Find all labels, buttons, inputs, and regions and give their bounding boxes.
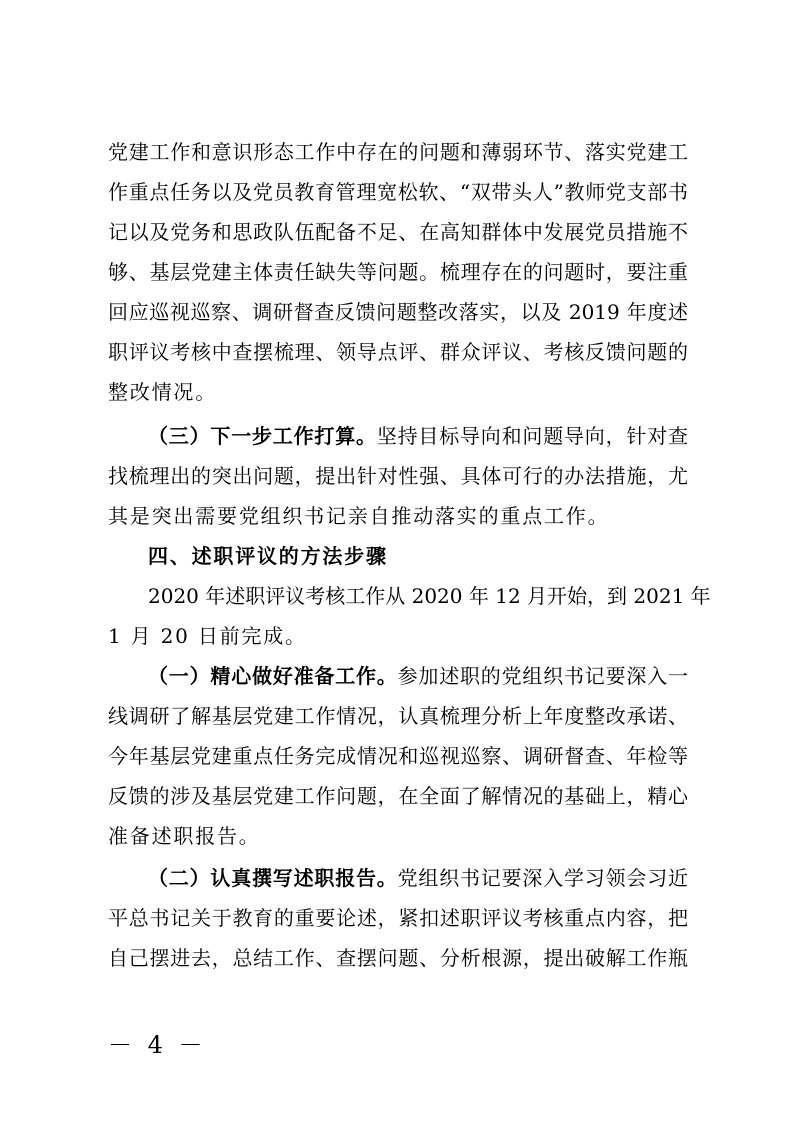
body-text-line: 自己摆进去，总结工作、查摆问题、分析根源，提出破解工作瓶 [108, 946, 688, 970]
section-heading: 四、述职评议的方法步骤 [148, 544, 388, 568]
body-text-line: 职评议考核中查摆梳理、领导点评、群众评议、考核反馈问题的 [108, 340, 688, 364]
body-text: 参加述职的党组织书记要深入一 [397, 664, 689, 688]
body-text-line: 找梳理出的突出问题，提出针对性强、具体可行的办法措施，尤 [108, 464, 688, 488]
body-text-line: 够、基层党建主体责任缺失等问题。梳理存在的问题时，要注重 [108, 260, 688, 284]
body-text: 坚持目标导向和问题导向，针对查 [376, 424, 689, 448]
body-text-line: 回应巡视巡察、调研督查反馈问题整改落实，以及 2019 年度述 [108, 300, 688, 324]
body-text-line: 整改情况。 [108, 380, 217, 404]
subsection-title: （三）下一步工作打算。 [148, 424, 377, 448]
body-text: 党组织书记要深入学习领会习近 [397, 866, 689, 890]
paragraph-first-line [148, 424, 688, 448]
body-text-line: 其是突出需要党组织书记亲自推动落实的重点工作。 [108, 504, 610, 528]
body-text-line: 准备述职报告。 [108, 824, 261, 848]
subsection-title: （二）认真撰写述职报告。 [148, 866, 398, 890]
page-number: － 4 － [108, 1031, 207, 1059]
body-text-line: 平总书记关于教育的重要论述，紧扣述职评议考核重点内容，把 [108, 906, 688, 930]
subsection-title: （一）精心做好准备工作。 [148, 664, 398, 688]
body-text-line: 反馈的涉及基层党建工作问题，在全面了解情况的基础上，精心 [108, 784, 688, 808]
paragraph-first-line [148, 866, 688, 890]
body-text-line: 2020 年述职评议考核工作从 2020 年 12 月开始，到 2021 年 [148, 584, 711, 608]
body-text-line: 1 月 20 日前完成。 [108, 624, 307, 648]
body-text-line: 今年基层党建重点任务完成情况和巡视巡察、调研督查、年检等 [108, 744, 688, 768]
body-text-line: 线调研了解基层党建工作情况，认真梳理分析上年度整改承诺、 [108, 704, 688, 728]
body-text-line: 记以及党务和思政队伍配备不足、在高知群体中发展党员措施不 [108, 220, 688, 244]
paragraph-first-line [148, 664, 688, 688]
body-text-line: 党建工作和意识形态工作中存在的问题和薄弱环节、落实党建工 [108, 140, 688, 164]
body-text-line: 作重点任务以及党员教育管理宽松软、“双带头人”教师党支部书 [108, 180, 688, 204]
